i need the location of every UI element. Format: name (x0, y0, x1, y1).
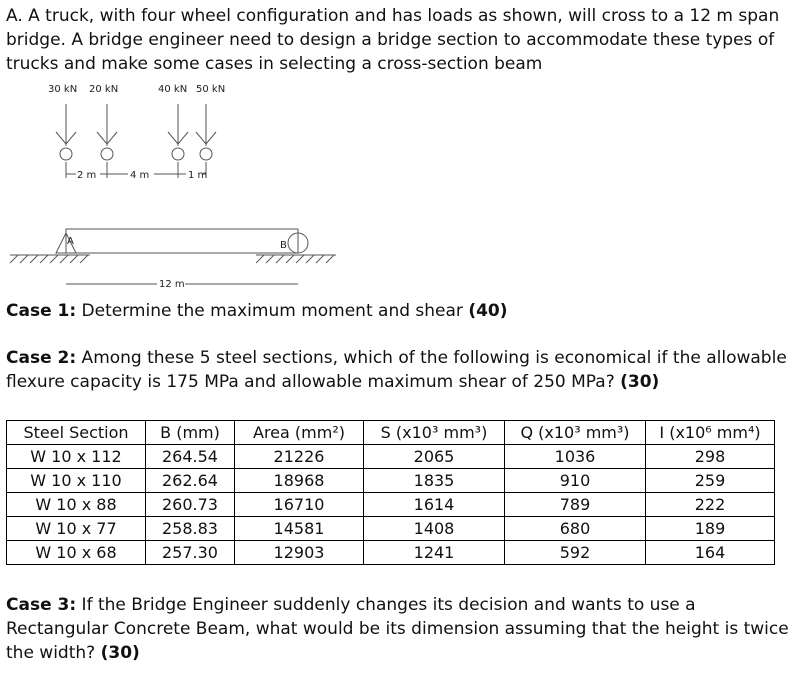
load-label-2: 20 kN (89, 84, 119, 95)
cell-q: 1036 (505, 445, 646, 469)
wheel-1 (56, 104, 76, 160)
problem-intro: A. A truck, with four wheel configuration and has loads as shown, will cross to a 12 m span bridge. A bridge engineer need to design a bridge section to accommodate these types of trucks and make some cases in selecting a cross-section beam (6, 6, 780, 74)
case-1-label: Case 1: (6, 301, 77, 321)
cell-area: 16710 (235, 493, 364, 517)
header-area: Area (mm²) (235, 421, 364, 445)
cell-s: 1614 (364, 493, 505, 517)
cell-s: 1835 (364, 469, 505, 493)
load-label-3: 40 kN (158, 84, 188, 95)
wheel-3 (168, 104, 188, 160)
load-label-4: 50 kN (196, 84, 226, 95)
cell-s: 1408 (364, 517, 505, 541)
cell-section: W 10 x 112 (7, 445, 146, 469)
cell-i: 222 (646, 493, 775, 517)
support-b-label: B (280, 240, 287, 251)
cell-q: 680 (505, 517, 646, 541)
support-a-label: A (67, 236, 74, 247)
case-1-points: (40) (468, 301, 508, 321)
cell-b: 260.73 (146, 493, 235, 517)
cell-q: 910 (505, 469, 646, 493)
cell-section: W 10 x 110 (7, 469, 146, 493)
table-row (7, 541, 775, 565)
case-3-label: Case 3: (6, 595, 77, 615)
header-q: Q (x10³ mm³) (505, 421, 646, 445)
wheel-2 (97, 104, 117, 160)
cell-area: 21226 (235, 445, 364, 469)
cell-b: 257.30 (146, 541, 235, 565)
cell-i: 259 (646, 469, 775, 493)
wheel-4 (196, 104, 216, 160)
cell-b: 262.64 (146, 469, 235, 493)
case-3-text: If the Bridge Engineer suddenly changes its decision and wants to use a Rectangular Concrete Beam, what would be its dimension assuming that the height is twice the width? (6, 595, 789, 663)
span-label: 12 m (159, 279, 185, 290)
spacing-label-1: 2 m (77, 170, 97, 181)
case-1 (6, 299, 791, 323)
cell-s: 1241 (364, 541, 505, 565)
cell-area: 18968 (235, 469, 364, 493)
spacing-label-2: 4 m (130, 170, 150, 181)
cell-area: 12903 (235, 541, 364, 565)
support-b (256, 233, 336, 263)
steel-sections-table (6, 420, 775, 565)
cell-i: 298 (646, 445, 775, 469)
table-row (7, 493, 775, 517)
cell-section: W 10 x 77 (7, 517, 146, 541)
cell-b: 264.54 (146, 445, 235, 469)
table-row (7, 517, 775, 541)
cell-area: 14581 (235, 517, 364, 541)
load-label-1: 30 kN (48, 84, 78, 95)
truck-bridge-figure (0, 74, 360, 300)
table-row (7, 469, 775, 493)
table-header-row (7, 421, 775, 445)
header-steel-section: Steel Section (7, 421, 146, 445)
bridge-beam (66, 229, 298, 253)
case-2-label: Case 2: (6, 348, 77, 368)
case-1-text: Determine the maximum moment and shear (76, 301, 469, 321)
table-row (7, 445, 775, 469)
cell-i: 164 (646, 541, 775, 565)
cell-i: 189 (646, 517, 775, 541)
spacing-label-3: 1 m (188, 170, 208, 181)
header-b: B (mm) (146, 421, 235, 445)
header-i: I (x10⁶ mm⁴) (646, 421, 775, 445)
case-3-points: (30) (100, 643, 140, 663)
case-2 (6, 346, 791, 394)
header-s: S (x10³ mm³) (364, 421, 505, 445)
cell-section: W 10 x 68 (7, 541, 146, 565)
cell-q: 592 (505, 541, 646, 565)
case-2-points: (30) (620, 372, 660, 392)
support-a (10, 233, 90, 263)
cell-b: 258.83 (146, 517, 235, 541)
case-2-text: Among these 5 steel sections, which of the following is economical if the allowable flexure capacity is 175 MPa and allowable maximum shear of 250 MPa? (6, 348, 787, 392)
cell-s: 2065 (364, 445, 505, 469)
cell-q: 789 (505, 493, 646, 517)
case-3 (6, 593, 791, 665)
cell-section: W 10 x 88 (7, 493, 146, 517)
